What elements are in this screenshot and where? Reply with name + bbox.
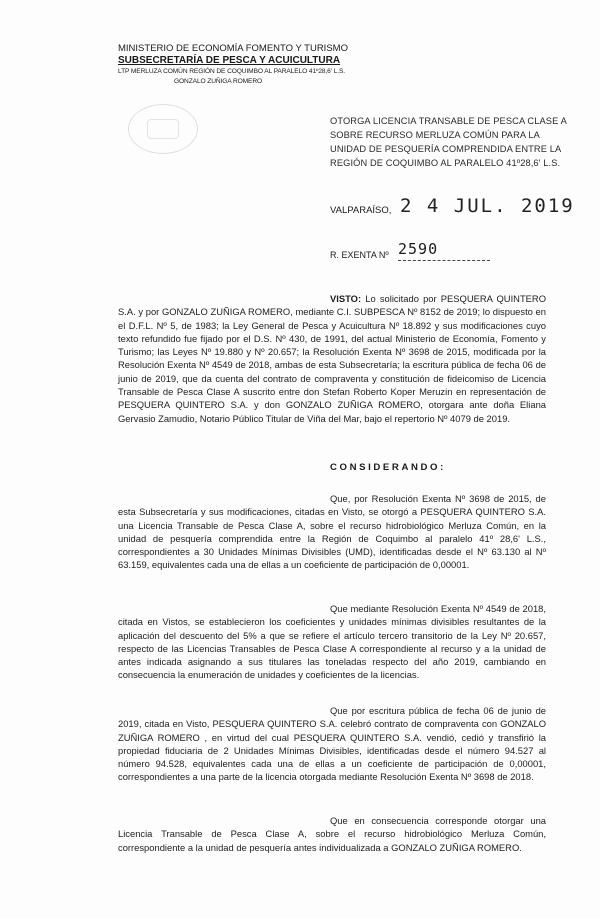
letterhead [118, 43, 348, 87]
considerando-paragraph-1 [118, 492, 546, 572]
considerando-paragraph-4 [118, 814, 546, 854]
paragraph-2-first: Que mediante Resolución Exenta Nº 4549 de [330, 603, 520, 614]
paragraph-3-first: Que por escritura pública de fecha 06 de junio de [330, 705, 546, 716]
paragraph-3-body: 2019, citada en Visto, PESQUERA QUINTERO S.A. celebró contrato de compraventa con GONZALO ZUÑIGA ROMERO , en virtud del cual PESQUERA QUINTERO S.A. vendió, cedió y transfirió la propiedad fiduciaria de 2 Unidades Mínimas Divisibles, identificadas desde el número 94.527 al número 94.528, equivalentes cada una de ellas a un coeficiente de participación de 0,00001, correspondientes a una parte de la licencia otorgada mediante Resolución Exenta Nº 3698 de 2018. [118, 718, 546, 783]
place-label: VALPARAÍSO, [330, 205, 392, 216]
paragraph-2-body: 2018, citada en Vistos, se establecieron los coeficientes y unidades mínimas divisibles resultantes de la aplicación del descuento del 5% a que se refiere el artículo tercero transitorio de la Ley Nº 20.657, respecto de las Licencias Transables de Pesca Clase A correspondiente al recurso y a la unidad de antes indicada asignando a sus titulares las toneladas respecto del año 2019, cambiando en consecuencia la enumeración de unidades y coeficientes de la licencias. [118, 603, 546, 681]
subsecretaria-name: SUBSECRETARÍA DE PESCA Y ACUICULTURA [118, 55, 341, 66]
visto-first-line: Lo solicitado por PESQUERA QUINTERO S.A. [118, 293, 546, 318]
resolution-date: 2 4 JUL. 2019 [400, 195, 575, 217]
visto-body: y por GONZALO ZUÑIGA ROMERO, mediante C.I. SUBPESCA Nº 8152 de 2019; lo dispuesto en el D.F.L. Nº 5, de 1983; la Ley General de Pesca y Acuicultura Nº 18.892 y sus modificaciones cuyo texto refundido fue fijado por el D.S. Nº 430, de 1991, del actual Ministerio de Economía, Fomento y Turismo; las Leyes Nº 19.880 y Nº 20.657; la Resolución Exenta Nº 3698 de 2015, modificada por la Resolución Exenta Nº 4549 de 2018, ambas de esta Subsecretaría; la escritura pública de fecha 06 de junio de 2019, que da cuenta del contrato de compraventa y constitución de fideicomiso de Licencia Transable de Pesca Clase A suscrito entre don Stefan Roberto Koper Meruzin en representación de PESQUERA QUINTERO S.A. y don GONZALO ZUÑIGA ROMERO, otorgara ante doña Eliana Gervasio Zamudio, Notario Público Titular de Viña del Mar, bajo el repertorio Nº 4079 de 2019. [118, 306, 546, 424]
considerando-paragraph-3 [118, 704, 546, 784]
considerando-paragraph-2 [118, 602, 546, 682]
paragraph-4-body: Licencia Transable de Pesca Clase A, sobre el recurso hidrobiológico Merluza Común, correspondiente a la unidad de pesquería antes individualizada a GONZALO ZUÑIGA ROMERO. [118, 828, 546, 853]
considerando-heading: CONSIDERANDO: [330, 462, 446, 473]
paragraph-4-first: Que en consecuencia corresponde otorgar una [330, 815, 546, 826]
resolution-title: OTORGA LICENCIA TRANSABLE DE PESCA CLASE A SOBRE RECURSO MERLUZA COMÚN PARA LA UNIDAD DE PESQUERÍA COMPRENDIDA ENTRE LA REGIÓN DE COQUIMBO AL PARALELO 41º28,6' L.S. [330, 116, 567, 168]
ministry-name: MINISTERIO DE ECONOMÍA FOMENTO Y TURISMO [118, 43, 348, 54]
visto-label: VISTO: [330, 293, 362, 304]
visto-section [118, 292, 546, 425]
faded-stamp [128, 104, 198, 154]
paragraph-1-body: esta Subsecretaría y sus modificaciones, citadas en Visto, se otorgó a PESQUERA QUINTERO S.A. una Licencia Transable de Pesca Clase A, sobre el recurso hidrobiológico Merluza Común, en la unidad de pesquería comprendida entre la Región de Coquimbo al paralelo 41º 28,6' L.S., correspondientes a 30 Unidades Mínimas Divisibles (UMD), identificadas desde el Nº 63.130 al Nº 63.159, equivalentes cada una de ellas a un coeficiente de participación de 0,00001. [118, 506, 546, 571]
resolution-number-label: R. EXENTA Nº [330, 250, 389, 260]
resolution-number: 2590 [398, 240, 439, 258]
resolution-number-underline [398, 260, 490, 261]
paragraph-1-first: Que, por Resolución Exenta Nº 3698 de 2015, de [330, 493, 546, 504]
reference-line: LTP MERLUZA COMÚN REGIÓN DE COQUIMBO AL PARALELO 41º28,6' L.S. [118, 68, 345, 75]
reference-name: GONZALO ZUÑIGA ROMERO [174, 78, 263, 85]
